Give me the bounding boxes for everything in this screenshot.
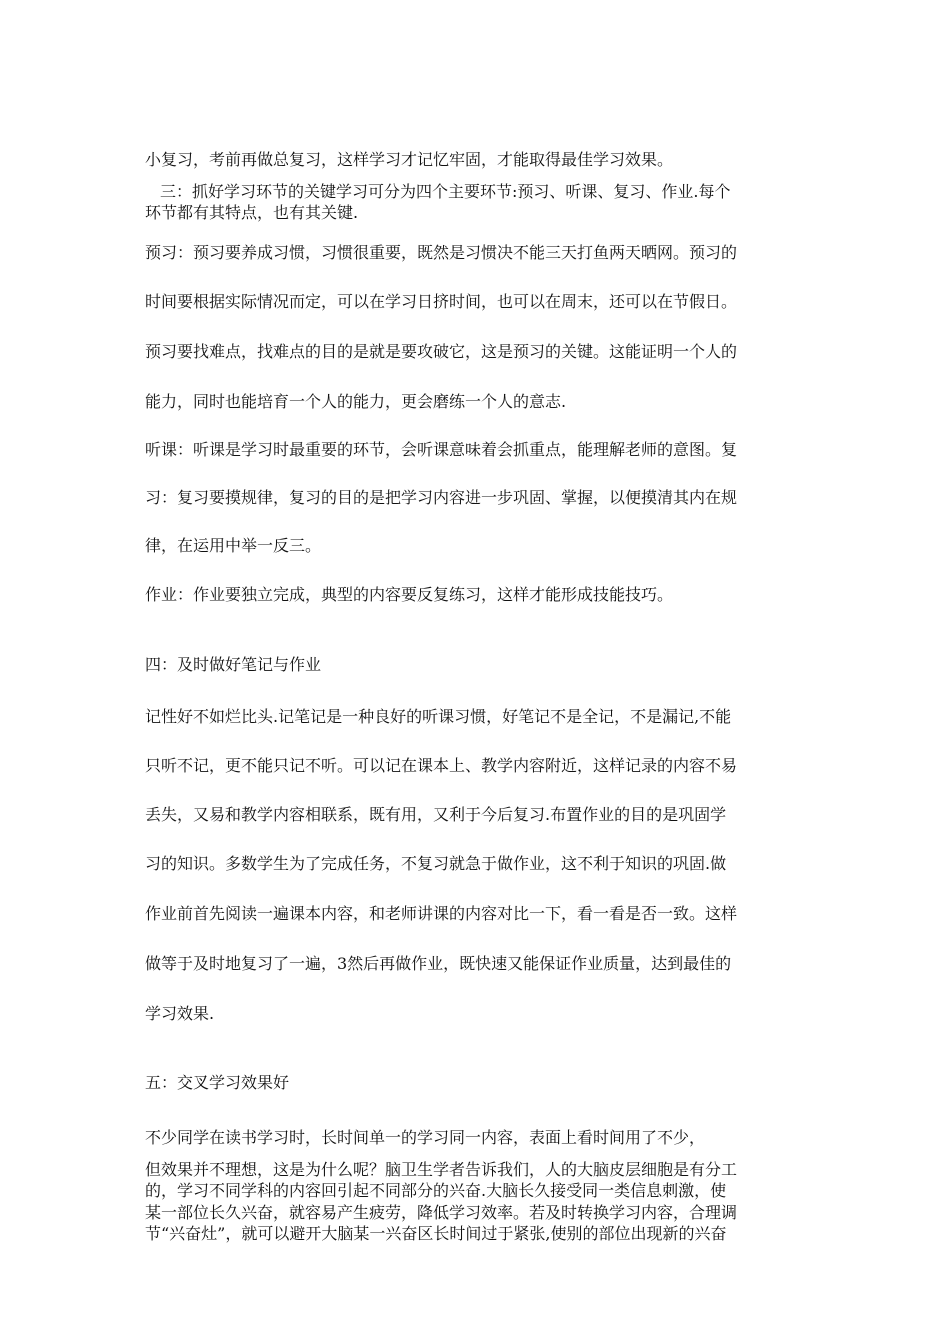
text-line: 小复习，考前再做总复习，这样学习才记忆牢固，才能取得最佳学习效果。 [145, 150, 674, 169]
text-line: 某一部位长久兴奋，就容易产生疲劳，降低学习效率。若及时转换学习内容，合理调 [145, 1203, 738, 1222]
text-line: 作业前首先阅读一遍课本内容，和老师讲课的内容对比一下，看一看是否一致。这样 [145, 904, 738, 923]
text-line: 环节都有其特点，也有其关键. [145, 203, 359, 222]
text-line: 只听不记，更不能只记不听。可以记在课本上、教学内容附近，这样记录的内容不易 [145, 756, 738, 775]
text-line: 预习：预习要养成习惯，习惯很重要，既然是习惯决不能三天打鱼两天晒网。预习的 [145, 243, 738, 262]
text-line: 时间要根据实际情况而定，可以在学习日挤时间，也可以在周末，还可以在节假日。 [145, 292, 738, 311]
text-line: 作业：作业要独立完成，典型的内容要反复练习，这样才能形成技能技巧。 [145, 585, 674, 604]
text-line: 记性好不如烂比头.记笔记是一种良好的听课习惯，好笔记不是全记，不是漏记,不能 [145, 707, 732, 726]
text-line: 节“兴奋灶”，就可以避开大脑某一兴奋区长时间过于紧张,使别的部位出现新的兴奋 [145, 1224, 727, 1243]
text-line: 不少同学在读书学习时，长时间单一的学习同一内容，表面上看时间用了不少， [145, 1128, 706, 1147]
text-line: 预习要找难点，找难点的目的是就是要攻破它，这是预习的关键。这能证明一个人的 [145, 342, 738, 361]
section-heading: 三：抓好学习环节的关键学习可分为四个主要环节:预习、听课、复习、作业.每个 [160, 182, 731, 201]
text-line: 做等于及时地复习了一遍，3然后再做作业，既快速又能保证作业质量，达到最佳的 [145, 954, 732, 973]
text-line: 听课：听课是学习时最重要的环节，会听课意味着会抓重点，能理解老师的意图。复 [145, 440, 738, 459]
text-line: 丢失，又易和教学内容相联系，既有用，又利于今后复习.布置作业的目的是巩固学 [145, 805, 727, 824]
section-heading: 四：及时做好笔记与作业 [145, 655, 322, 674]
text-line: 律，在运用中举一反三。 [145, 536, 322, 555]
text-line: 但效果并不理想，这是为什么呢？脑卫生学者告诉我们，人的大脑皮层细胞是有分工 [145, 1160, 738, 1179]
text-line: 的，学习不同学科的内容回引起不同部分的兴奋.大脑长久接受同一类信息刺激，使 [145, 1181, 727, 1200]
section-heading: 五：交叉学习效果好 [145, 1073, 290, 1092]
text-line: 习的知识。多数学生为了完成任务，不复习就急于做作业，这不利于知识的巩固.做 [145, 854, 727, 873]
text-line: 能力，同时也能培育一个人的能力，更会磨练一个人的意志. [145, 392, 567, 411]
text-line: 习：复习要摸规律，复习的目的是把学习内容进一步巩固、掌握，以便摸清其内在规 [145, 488, 738, 507]
text-line: 学习效果. [145, 1004, 215, 1023]
